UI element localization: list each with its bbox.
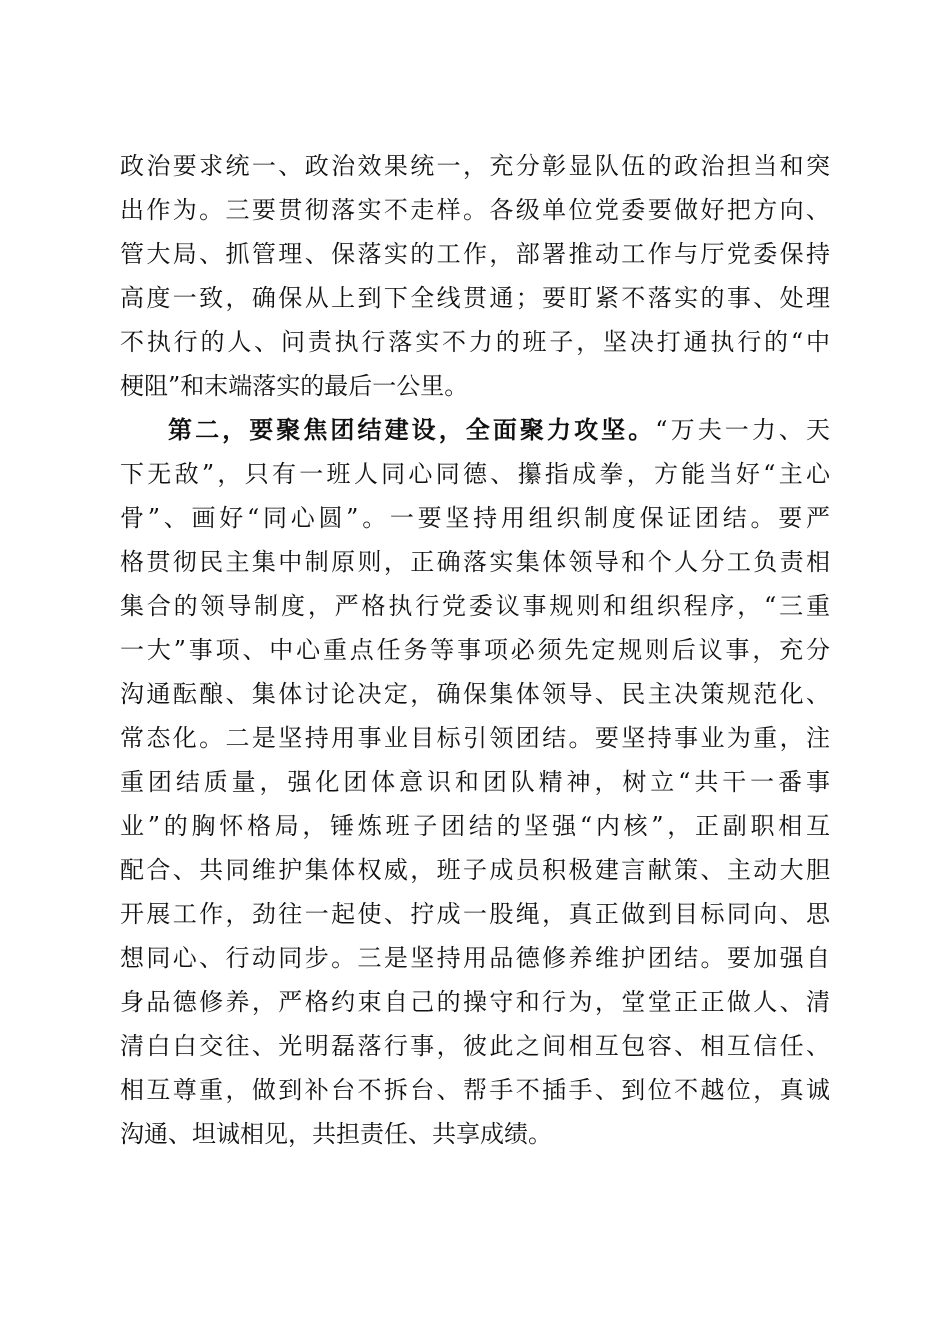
paragraph-2-line-4: 格贯彻民主集中制原则，正确落实集体领导和个人分工负责相 [120, 548, 830, 576]
paragraph-1-line-1: 政治要求统一、政治效果统一，充分彰显队伍的政治担当和突 [120, 152, 830, 180]
paragraph-2-line-16: 相互尊重，做到补台不拆台、帮手不插手、到位不越位，真诚 [120, 1076, 830, 1104]
paragraph-2-line-8: 常态化。二是坚持用事业目标引领团结。要坚持事业为重，注 [120, 724, 830, 752]
paragraph-2-line-12: 开展工作，劲往一起使、拧成一股绳，真正做到目标同向、思 [120, 900, 830, 928]
paragraph-1-line-6: 梗阻”和末端落实的最后一公里。 [120, 372, 469, 400]
paragraph-2-line-13: 想同心、行动同步。三是坚持用品德修养维护团结。要加强自 [120, 944, 830, 972]
paragraph-1-line-3: 管大局、抓管理、保落实的工作，部署推动工作与厅党委保持 [120, 240, 830, 268]
paragraph-2-line-1 [168, 410, 830, 450]
paragraph-2-line-17: 沟通、坦诚相见，共担责任、共享成绩。 [120, 1120, 552, 1148]
paragraph-1-line-4: 高度一致，确保从上到下全线贯通；要盯紧不落实的事、处理 [120, 284, 830, 312]
paragraph-2-line-11: 配合、共同维护集体权威，班子成员积极建言献策、主动大胆 [120, 856, 830, 884]
paragraph-2-line-6: 一大”事项、中心重点任务等事项必须先定规则后议事，充分 [120, 636, 830, 664]
paragraph-2-line-9: 重团结质量，强化团体意识和团队精神，树立“共干一番事 [120, 768, 830, 796]
paragraph-2-line-15: 清白白交往、光明磊落行事，彼此之间相互包容、相互信任、 [120, 1032, 830, 1060]
paragraph-2-line-5: 集合的领导制度，严格执行党委议事规则和组织程序，“三重 [120, 592, 830, 620]
paragraph-2-line-3: 骨”、画好“同心圆”。一要坚持用组织制度保证团结。要严 [120, 504, 830, 532]
paragraph-2-line-2: 下无敌”，只有一班人同心同德、攥指成拳，方能当好“主心 [120, 460, 830, 488]
paragraph-2-first-line-rest: “万夫一力、天 [655, 416, 830, 444]
paragraph-1-line-5: 不执行的人、问责执行落实不力的班子，坚决打通执行的“中 [120, 328, 830, 356]
paragraph-2-line-7: 沟通酝酿、集体讨论决定，确保集体领导、民主决策规范化、 [120, 680, 830, 708]
paragraph-2-line-10: 业”的胸怀格局，锤炼班子团结的坚强“内核”，正副职相互 [120, 812, 830, 840]
paragraph-2-lead-heading: 第二，要聚焦团结建设，全面聚力攻坚。 [168, 415, 656, 444]
paragraph-2-line-14: 身品德修养，严格约束自己的操守和行为，堂堂正正做人、清 [120, 988, 830, 1016]
paragraph-1-line-2: 出作为。三要贯彻落实不走样。各级单位党委要做好把方向、 [120, 196, 830, 224]
